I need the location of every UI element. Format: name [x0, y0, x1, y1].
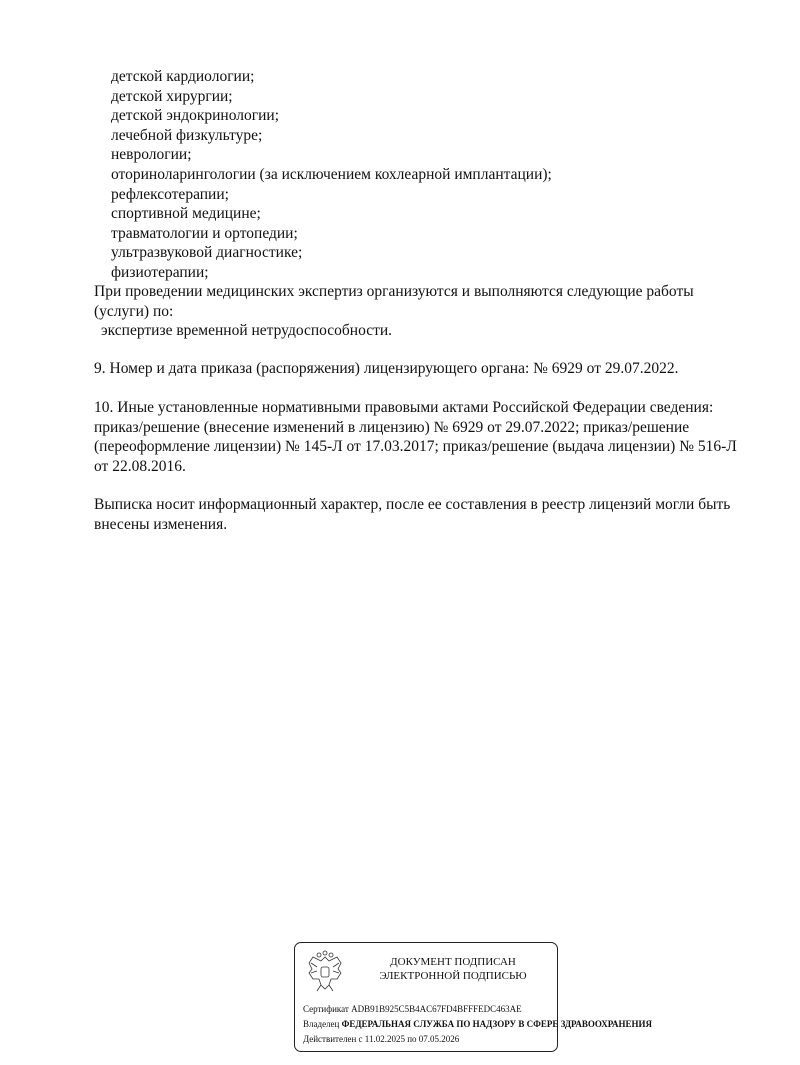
section-10-line: 10. Иные установленные нормативными правовыми актами Российской Федерации сведения:: [94, 399, 714, 416]
list-item: детской кардиологии;: [111, 68, 255, 85]
certificate-label: Сертификат: [303, 1004, 349, 1014]
certificate-line: [303, 1004, 522, 1015]
expertise-intro-line: При проведении медицинских экспертиз организуются и выполняются следующие работы: [94, 283, 694, 300]
disclaimer-note: [94, 495, 764, 534]
owner-line: [303, 1019, 652, 1030]
section-10-line: от 22.08.2016.: [94, 457, 186, 475]
list-item: рефлексотерапии;: [111, 185, 229, 203]
section-10-line: (переоформление лицензии) № 145-Л от 17.03.2017; приказ/решение (выдача лицензии) № 516-Л: [94, 438, 737, 456]
expertise-item: экспертизе временной нетрудоспособности.: [101, 322, 393, 340]
list-item: спортивной медицине;: [111, 205, 261, 223]
list-item: детской хирургии;: [111, 87, 233, 105]
validity-line: Действителен с 11.02.2025 по 07.05.2026: [303, 1034, 460, 1044]
certificate-value: ADB91B925C5B4AC67FD4BFFFEDC463AE: [351, 1004, 522, 1014]
list-item: ультразвуковой диагностике;: [111, 244, 303, 262]
coat-of-arms-icon: [303, 949, 347, 993]
section-9-text: 9. Номер и дата приказа (распоряжения) лицензирующего органа: № 6929 от 29.07.2022.: [94, 360, 679, 377]
note-line: Выписка носит информационный характер, после ее составления в реестр лицензий могли быть: [94, 496, 731, 513]
electronic-signature-stamp: [294, 942, 653, 1052]
services-list: [111, 67, 552, 283]
list-item: детской эндокринологии;: [111, 107, 280, 125]
list-item: неврологии;: [111, 146, 192, 164]
expertise-intro-line: (услуги) по:: [94, 302, 174, 320]
owner-value: ФЕДЕРАЛЬНАЯ СЛУЖБА ПО НАДЗОРУ В СФЕРЕ ЗДРАВООХРАНЕНИЯ: [341, 1019, 653, 1029]
stamp-title-line: ЭЛЕКТРОННОЙ ПОДПИСЬЮ: [379, 970, 527, 982]
list-item: физиотерапии;: [111, 263, 209, 281]
note-line: внесены изменения.: [94, 515, 228, 533]
section-9: [94, 359, 764, 379]
list-item: лечебной физкультуре;: [111, 126, 263, 144]
expertise-section: [94, 282, 764, 341]
stamp-title: [353, 955, 553, 983]
owner-label: Владелец: [303, 1019, 340, 1029]
section-10: [94, 398, 764, 476]
list-item: оториноларингологии (за исключением кохлеарной имплантации);: [111, 165, 552, 183]
list-item: травматологии и ортопедии;: [111, 224, 298, 242]
stamp-title-line: ДОКУМЕНТ ПОДПИСАН: [390, 956, 516, 968]
section-10-line: приказ/решение (внесение изменений в лицензию) № 6929 от 29.07.2022; приказ/решение: [94, 418, 690, 436]
